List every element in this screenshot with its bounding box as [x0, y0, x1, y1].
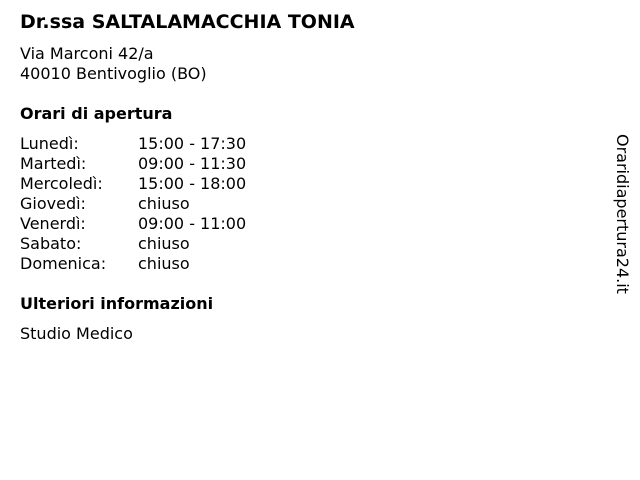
hours-time: chiuso — [138, 194, 190, 213]
hours-time: chiuso — [138, 254, 190, 273]
hours-row-tuesday — [20, 154, 320, 174]
hours-day: Mercoledì: — [20, 174, 103, 193]
page-title: Dr.ssa SALTALAMACCHIA TONIA — [20, 11, 355, 33]
address-city: 40010 Bentivoglio (BO) — [20, 64, 207, 83]
address-block — [20, 44, 207, 84]
hours-row-friday — [20, 214, 320, 234]
hours-row-wednesday — [20, 174, 320, 194]
hours-day: Giovedì: — [20, 194, 86, 213]
hours-day: Domenica: — [20, 254, 107, 273]
watermark-text: Oraridiapertura24.it — [613, 134, 632, 294]
hours-day: Sabato: — [20, 234, 82, 253]
hours-heading: Orari di apertura — [20, 104, 173, 123]
hours-day: Lunedì: — [20, 134, 79, 153]
info-heading: Ulteriori informazioni — [20, 294, 214, 313]
watermark — [612, 134, 634, 310]
hours-time: chiuso — [138, 234, 190, 253]
hours-time: 15:00 - 17:30 — [138, 134, 247, 153]
hours-day: Martedì: — [20, 154, 87, 173]
hours-table — [20, 134, 320, 274]
hours-row-saturday — [20, 234, 320, 254]
hours-row-sunday — [20, 254, 320, 274]
hours-row-thursday — [20, 194, 320, 214]
address-street: Via Marconi 42/a — [20, 44, 154, 63]
hours-row-monday — [20, 134, 320, 154]
info-text: Studio Medico — [20, 324, 133, 343]
hours-day: Venerdì: — [20, 214, 86, 233]
hours-time: 09:00 - 11:00 — [138, 214, 247, 233]
hours-time: 09:00 - 11:30 — [138, 154, 247, 173]
hours-time: 15:00 - 18:00 — [138, 174, 247, 193]
